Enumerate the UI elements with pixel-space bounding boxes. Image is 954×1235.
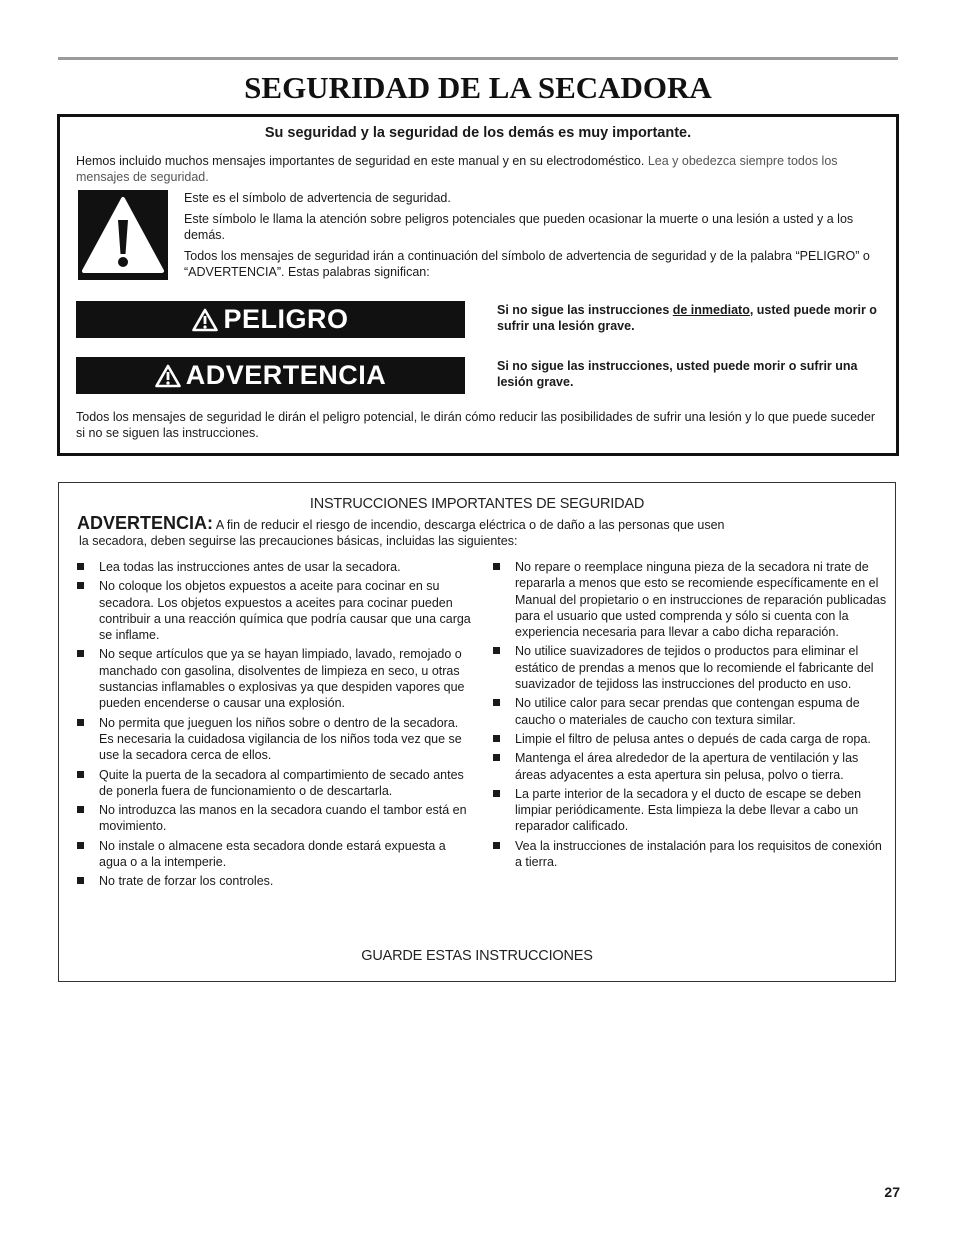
- list-item-text: No utilice suavizadores de tejidos o productos para eliminar el estático de prendas a menos que lo recomiende el fabricante del suavizador de tejidoss las instrucciones del producto en uso.: [515, 644, 874, 692]
- advertencia-banner: [76, 357, 465, 394]
- square-bullet-icon: [77, 719, 84, 726]
- advertencia-description: Si no sigue las instrucciones, usted puede morir o sufrir una lesión grave.: [497, 359, 858, 389]
- symbol-line: Este símbolo le llama la atención sobre peligros potenciales que pueden ocasionar la muerte o una lesión a usted y a los demás.: [184, 212, 854, 242]
- symbol-explanation: [184, 190, 884, 285]
- list-item: [75, 838, 475, 871]
- square-bullet-icon: [493, 699, 500, 706]
- intro-grey-text: Lea y obedezca siempre todos los mensajes de seguridad.: [76, 154, 838, 184]
- list-item: [491, 838, 891, 871]
- safety-heading: Su seguridad y la seguridad de los demás es muy importante.: [264, 125, 692, 141]
- list-item: [491, 695, 891, 728]
- list-item-text: Vea la instrucciones de instalación para los requisitos de conexión a tierra.: [515, 838, 882, 870]
- peligro-description: [497, 302, 882, 334]
- right-instruction-list: [491, 559, 891, 873]
- list-item: [491, 750, 891, 783]
- safety-intro: [76, 153, 881, 185]
- square-bullet-icon: [77, 842, 84, 849]
- list-item: [75, 802, 475, 835]
- list-item-text: No utilice calor para secar prendas que contengan espuma de caucho o materiales de caucho con textura similar.: [515, 696, 860, 727]
- symbol-line: Este es el símbolo de advertencia de seguridad.: [184, 191, 451, 205]
- top-rule: [58, 57, 898, 60]
- list-item-text: Mantenga el área alrededor de la apertura de ventilación y las áreas adyacentes a esta apertura sin pelusa, polvo o tierra.: [515, 751, 859, 782]
- left-instruction-list: [75, 559, 475, 893]
- square-bullet-icon: [77, 563, 84, 570]
- safety-outro: Todos los mensajes de seguridad le dirán el peligro potencial, le dirán cómo reducir las posibilidades de sufrir una lesión y lo que puede suceder si no se siguen las instrucciones.: [76, 410, 876, 440]
- list-item: [75, 559, 475, 575]
- list-item-text: La parte interior de la secadora y el ducto de escape se deben limpiar periódicamente. Esta limpieza la debe llevar a cabo un reparador calificado.: [515, 786, 862, 834]
- peligro-label: PELIGRO: [223, 304, 349, 334]
- advertencia-intro-text-2: la secadora, deben seguirse las precauciones básicas, incluidas las siguientes:: [79, 534, 518, 548]
- square-bullet-icon: [493, 754, 500, 761]
- symbol-line: Todos los mensajes de seguridad irán a continuación del símbolo de advertencia de seguridad y de la palabra “PELIGRO” o “ADVERTENCIA”. Estas palabras significan:: [184, 249, 870, 279]
- advertencia-intro: [77, 515, 847, 549]
- list-item-text: No permita que jueguen los niños sobre o dentro de la secadora. Es necesaria la cuidadosa vigilancia de los niños toda vez que se use la secadora cerca de ellos.: [99, 715, 462, 763]
- warning-small-icon: [155, 364, 181, 388]
- list-item-text: No introduzca las manos en la secadora cuando el tambor está en movimiento.: [99, 803, 467, 834]
- square-bullet-icon: [493, 842, 500, 849]
- list-item: [75, 715, 475, 764]
- square-bullet-icon: [77, 582, 84, 589]
- list-item: [491, 786, 891, 835]
- peligro-desc-underlined: de inmediato: [672, 303, 750, 317]
- list-item: [75, 646, 475, 711]
- list-item: [75, 873, 475, 889]
- list-item-text: No repare o reemplace ninguna pieza de la secadora ni trate de repararla a menos que esto se recomiende específicamente en el Manual del propietario o en instrucciones de reparación publicadas para el usuario que usted comprenda y sólo si cuenta con la experiencia necesaria para llevar a cabo dicha reparación.: [515, 560, 887, 640]
- safety-message-box: [57, 114, 899, 456]
- page-number: 27: [884, 1184, 900, 1200]
- square-bullet-icon: [77, 877, 84, 884]
- instructions-heading: INSTRUCCIONES IMPORTANTES DE SEGURIDAD: [309, 496, 645, 512]
- square-bullet-icon: [77, 650, 84, 657]
- save-instructions-footer: GUARDE ESTAS INSTRUCCIONES: [361, 948, 593, 964]
- list-item: [491, 559, 891, 640]
- square-bullet-icon: [493, 735, 500, 742]
- square-bullet-icon: [77, 806, 84, 813]
- warning-triangle-icon: [78, 190, 168, 280]
- important-instructions-box: [58, 482, 896, 982]
- list-item: [75, 578, 475, 643]
- square-bullet-icon: [493, 647, 500, 654]
- list-item-text: No instale o almacene esta secadora donde estará expuesta a agua o a la intemperie.: [99, 838, 446, 870]
- list-item-text: No trate de forzar los controles.: [99, 874, 274, 889]
- intro-main-text: Hemos incluido muchos mensajes importantes de seguridad en este manual y en su electrodoméstico.: [76, 154, 645, 168]
- advertencia-intro-text-1: A fin de reducir el riesgo de incendio, descarga eléctrica o de daño a las personas que usen: [215, 518, 725, 532]
- square-bullet-icon: [493, 790, 500, 797]
- list-item: [491, 731, 891, 747]
- list-item: [75, 767, 475, 800]
- warning-small-icon: [192, 308, 218, 332]
- list-item-text: No seque artículos que ya se hayan limpiado, lavado, remojado o manchado con gasolina, disolventes de limpieza en seco, u otras sustancias inflamables o explosivas ya que despiden vapores que pueden encenderse o causar una explosión.: [99, 647, 465, 711]
- page-title: SEGURIDAD DE LA SECADORA: [244, 70, 712, 105]
- list-item-text: Limpie el filtro de pelusa antes o depués de cada carga de ropa.: [515, 731, 871, 746]
- peligro-desc-after: , usted puede morir o sufrir una lesión grave.: [497, 303, 877, 333]
- list-item-text: Quite la puerta de la secadora al compartimiento de secado antes de ponerla fuera de funcionamiento o de descartarla.: [99, 767, 464, 798]
- list-item-text: No coloque los objetos expuestos a aceite para cocinar en su secadora. Los objetos expuestos a aceites para cocinar pueden contribuir a una reacción química que podría causar que una carga se inflame.: [99, 579, 471, 643]
- peligro-banner: [76, 301, 465, 338]
- square-bullet-icon: [77, 771, 84, 778]
- advertencia-intro-label: ADVERTENCIA:: [77, 513, 214, 533]
- peligro-desc-before: Si no sigue las instrucciones: [497, 303, 673, 317]
- list-item-text: Lea todas las instrucciones antes de usar la secadora.: [99, 560, 401, 574]
- square-bullet-icon: [493, 563, 500, 570]
- list-item: [491, 643, 891, 692]
- advertencia-label: ADVERTENCIA: [185, 360, 387, 390]
